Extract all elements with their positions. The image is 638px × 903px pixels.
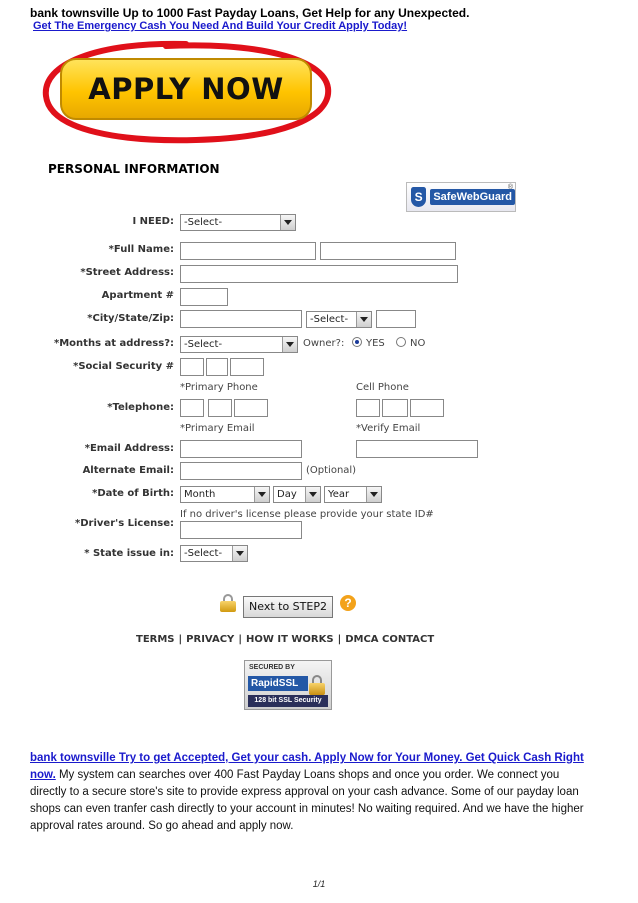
state-issue-label: * State issue in: <box>84 548 174 559</box>
verify-email-input[interactable] <box>356 440 478 458</box>
chevron-down-icon <box>232 546 247 561</box>
terms-link[interactable]: TERMS <box>136 634 175 645</box>
dob-year-value: Year <box>328 489 350 500</box>
ssl-secured-label: SECURED BY <box>249 664 295 671</box>
owner-no-radio[interactable] <box>396 337 406 347</box>
phone-line-input[interactable] <box>234 399 268 417</box>
cell-prefix-input[interactable] <box>382 399 408 417</box>
chevron-down-icon <box>282 337 297 352</box>
ssn-label: *Social Security # <box>73 361 174 372</box>
email-input[interactable] <box>180 440 302 458</box>
safewebguard-label: SafeWebGuard <box>430 189 515 205</box>
rapidssl-badge <box>244 660 332 710</box>
body-link[interactable]: bank townsville Try to get Accepted, Get your cash. Apply Now for Your Money. Get Quick Cash Right now. <box>30 752 584 781</box>
shield-icon: S <box>411 187 426 207</box>
first-name-input[interactable] <box>180 242 316 260</box>
city-input[interactable] <box>180 310 302 328</box>
full-name-label: *Full Name: <box>108 244 174 255</box>
body-text: My system can searches over 400 Fast Payday Loans shops and once you order. We connect you directly to a secure store's site to provide express approval on your cash advance. Some of our payday loan shops can even tranfer cash directly to your account in minutes! No waiting required. And we have the higher approval rates around. So go ahead and apply now. <box>30 769 584 832</box>
months-select-value: -Select- <box>184 339 223 350</box>
zip-input[interactable] <box>376 310 416 328</box>
padlock-icon <box>309 675 325 695</box>
apartment-input[interactable] <box>180 288 228 306</box>
primary-phone-hint: *Primary Phone <box>180 382 258 393</box>
chevron-down-icon <box>254 487 269 502</box>
document-title: bank townsville Up to 1000 Fast Payday Loans, Get Help for any Unexpected. <box>30 6 470 20</box>
telephone-label: *Telephone: <box>107 402 174 413</box>
footer-links: TERMS | PRIVACY | HOW IT WORKS | DMCA CONTACT <box>136 634 435 645</box>
state-select-value: -Select- <box>310 314 349 325</box>
next-step-button[interactable]: Next to STEP2 <box>243 596 333 618</box>
street-address-label: *Street Address: <box>80 267 174 278</box>
ssn-part1-input[interactable] <box>180 358 204 376</box>
dmca-contact-link[interactable]: DMCA CONTACT <box>345 634 435 645</box>
alternate-email-input[interactable] <box>180 462 302 480</box>
apartment-label: Apartment # <box>101 290 174 301</box>
apply-now-banner[interactable] <box>36 36 336 146</box>
help-icon[interactable]: ? <box>340 595 356 611</box>
chevron-down-icon <box>366 487 381 502</box>
email-label: *Email Address: <box>84 443 174 454</box>
owner-label: Owner?: <box>303 338 345 349</box>
dob-day-select[interactable] <box>273 486 321 503</box>
how-it-works-link[interactable]: HOW IT WORKS <box>245 634 334 645</box>
phone-prefix-input[interactable] <box>208 399 232 417</box>
lock-icon <box>220 594 236 612</box>
dob-month-select[interactable] <box>180 486 270 503</box>
last-name-input[interactable] <box>320 242 456 260</box>
header-link[interactable]: Get The Emergency Cash You Need And Build Your Credit Apply Today! <box>33 20 408 32</box>
state-select[interactable] <box>306 311 372 328</box>
alternate-email-label: Alternate Email: <box>82 465 174 476</box>
chevron-down-icon <box>356 312 371 327</box>
cell-area-input[interactable] <box>356 399 380 417</box>
section-title: PERSONAL INFORMATION <box>48 162 220 176</box>
optional-hint: (Optional) <box>306 465 357 476</box>
i-need-label: I NEED: <box>132 216 174 227</box>
dob-label: *Date of Birth: <box>92 488 174 499</box>
drivers-license-input[interactable] <box>180 521 302 539</box>
ssn-part2-input[interactable] <box>206 358 228 376</box>
body-paragraph <box>30 750 590 835</box>
owner-yes-label: YES <box>366 338 385 349</box>
registered-mark: ® <box>507 184 513 191</box>
i-need-select-value: -Select- <box>184 217 223 228</box>
chevron-down-icon <box>280 215 295 230</box>
privacy-link[interactable]: PRIVACY <box>186 634 235 645</box>
dob-year-select[interactable] <box>324 486 382 503</box>
cell-line-input[interactable] <box>410 399 444 417</box>
ssn-part3-input[interactable] <box>230 358 264 376</box>
months-at-address-select[interactable] <box>180 336 298 353</box>
primary-email-hint: *Primary Email <box>180 423 255 434</box>
state-issue-value: -Select- <box>184 548 223 559</box>
state-issue-select[interactable] <box>180 545 248 562</box>
phone-area-input[interactable] <box>180 399 204 417</box>
owner-yes-radio[interactable] <box>352 337 362 347</box>
i-need-select[interactable] <box>180 214 296 231</box>
cell-phone-hint: Cell Phone <box>356 382 409 393</box>
page-number: 1/1 <box>312 879 326 889</box>
drivers-license-label: *Driver's License: <box>75 518 174 529</box>
months-at-address-label: *Months at address?: <box>54 338 174 349</box>
ssl-bits-label: 128 bit SSL Security <box>248 695 328 707</box>
dob-month-value: Month <box>184 489 216 500</box>
owner-no-label: NO <box>410 338 426 349</box>
city-state-zip-label: *City/State/Zip: <box>87 313 174 324</box>
dob-day-value: Day <box>277 489 297 500</box>
apply-now-button[interactable]: APPLY NOW <box>60 58 312 120</box>
safewebguard-badge <box>406 182 516 212</box>
ssl-brand-label: RapidSSL <box>248 676 308 691</box>
street-address-input[interactable] <box>180 265 458 283</box>
chevron-down-icon <box>305 487 320 502</box>
license-note: If no driver's license please provide your state ID# <box>180 509 434 520</box>
verify-email-hint: *Verify Email <box>356 423 421 434</box>
